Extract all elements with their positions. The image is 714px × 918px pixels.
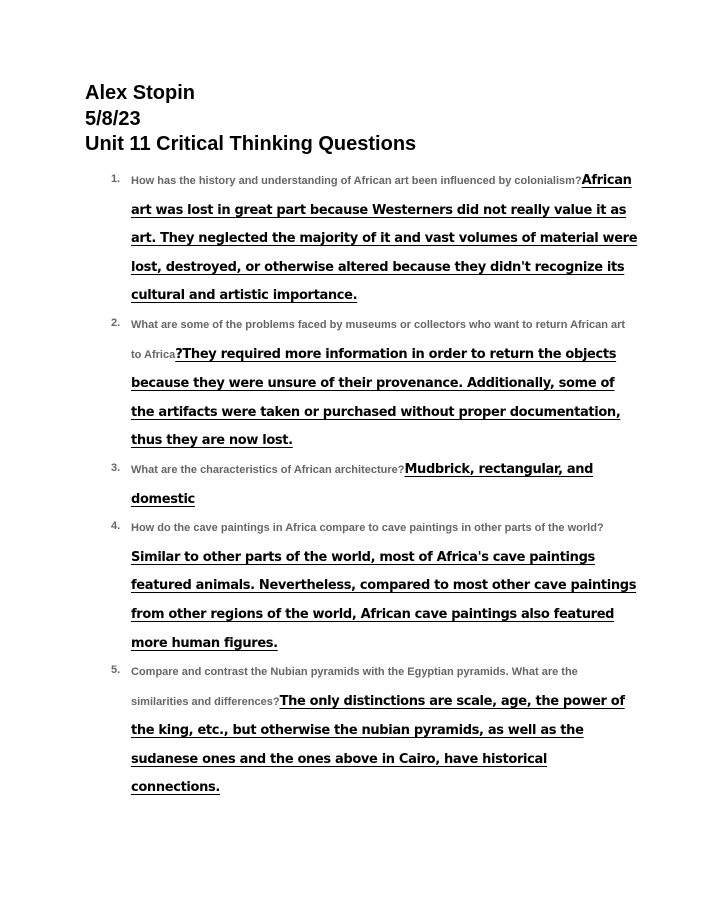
question-number: 1. <box>111 173 121 185</box>
student-name: Alex Stopin <box>85 82 196 104</box>
question-item-2 <box>106 310 638 455</box>
question-number: 2. <box>111 316 121 329</box>
question-item-3 <box>106 455 638 513</box>
question-number: 5. <box>111 664 121 677</box>
question-item-5 <box>106 657 638 802</box>
answer-text: The only distinctions are scale, age, the power of the king, etc., but otherwise the nubian pyramids, as well as the sudanese ones and the ones above in Cairo, have historical connections. <box>131 693 625 796</box>
question-number: 3. <box>111 461 121 474</box>
document-date: 5/8/23 <box>85 107 141 130</box>
answer-text: ?They required more information in order to return the objects because they were unsure of their provenance. Additionally, some of the artifacts were taken or purchased without proper documentation, thus they are now lost. <box>131 346 621 449</box>
question-list <box>106 166 638 802</box>
answer-text: Mudbrick, rectangular, and domestic <box>131 461 594 507</box>
question-text: Compare and contrast the Nubian pyramids with the Egyptian pyramids. What are the similarities and differences? <box>131 666 578 708</box>
document-header <box>85 81 416 158</box>
document-title: Unit 11 Critical Thinking Questions <box>85 133 417 155</box>
answer-text: African art was lost in great part because Westerners did not really value it as art. They neglected the majority of it and vast volumes of material were lost, destroyed, or otherwise altered because they didn't recognize its cultural and artistic importance. <box>131 173 638 304</box>
question-text: How do the cave paintings in Africa compare to cave paintings in other parts of the world? <box>131 522 604 535</box>
question-text: What are the characteristics of African architecture? <box>131 463 405 476</box>
answer-text: Similar to other parts of the world, most of Africa's cave paintings featured animals. Nevertheless, compared to most other cave paintings from other regions of the world, African cave paintings also featured more human figures. <box>131 549 637 651</box>
question-item-1 <box>106 166 638 310</box>
question-number: 4. <box>111 520 121 533</box>
question-text: How has the history and understanding of African art been influenced by colonialism? <box>131 175 582 187</box>
question-text: What are some of the problems faced by museums or collectors who want to return African art to Africa <box>131 318 626 361</box>
question-item-4 <box>106 513 638 657</box>
